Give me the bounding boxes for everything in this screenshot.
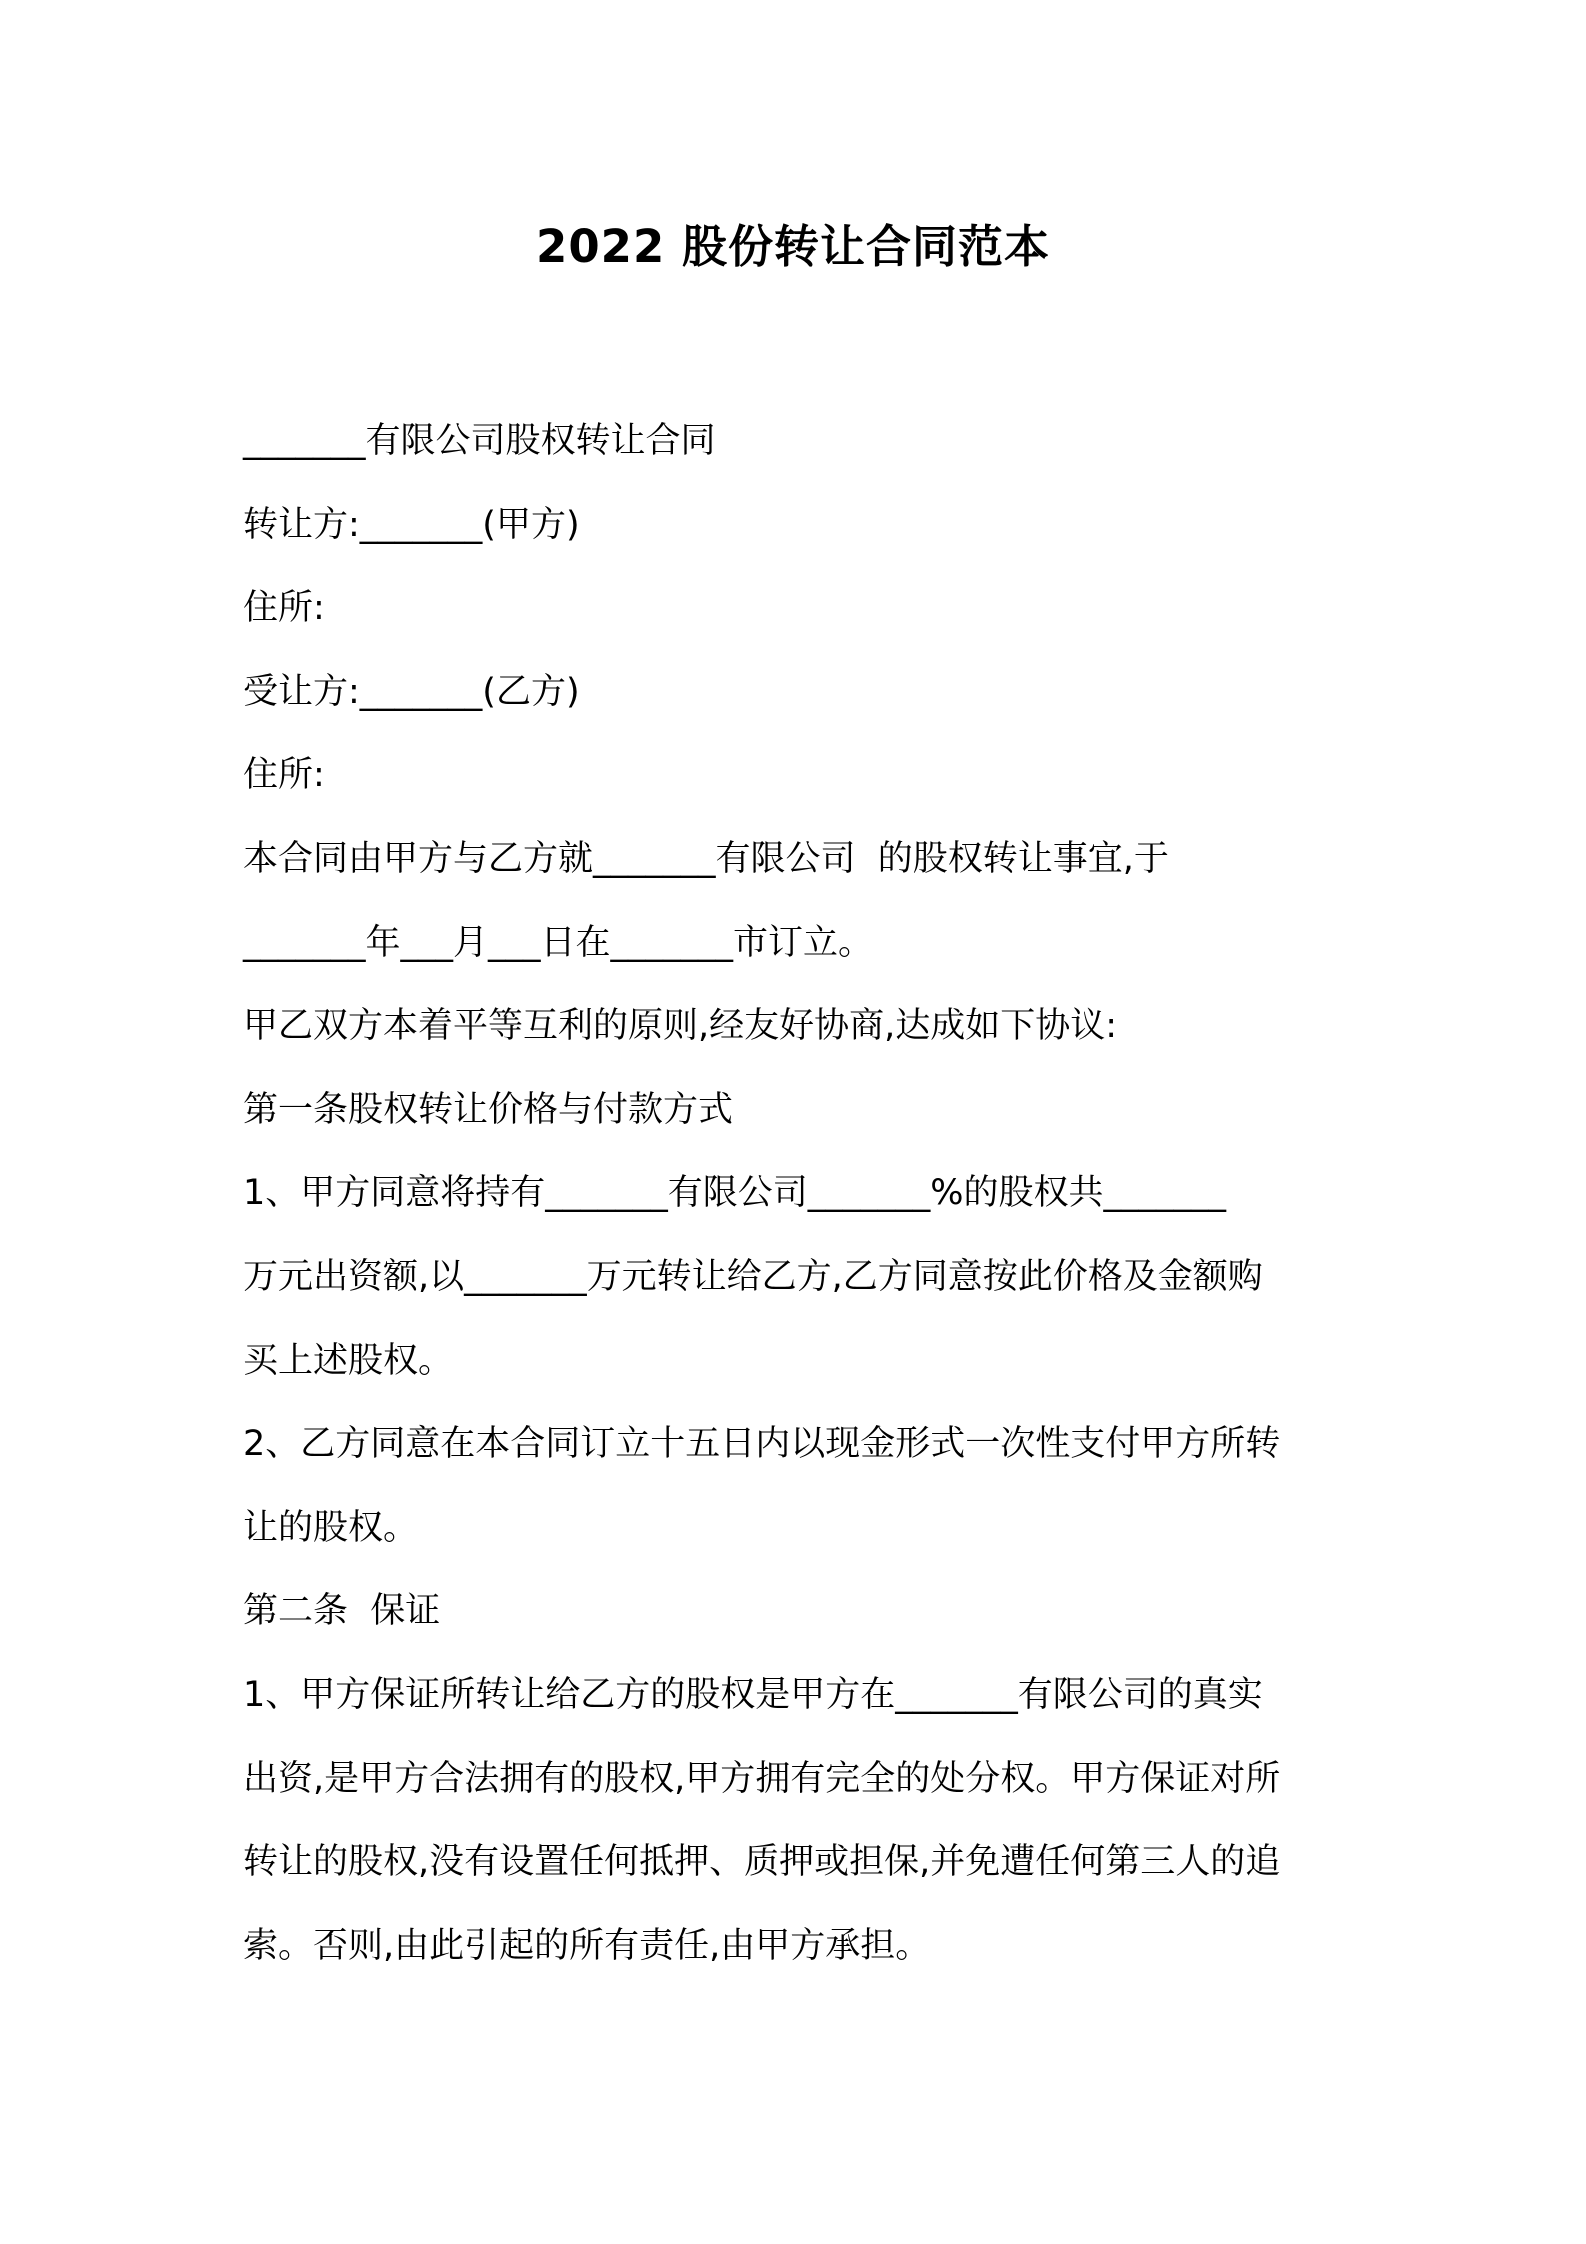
article-1-clause-1-line-3: 买上述股权。 — [243, 1340, 454, 1381]
document-body — [243, 400, 1363, 1988]
article-2-clause-1-line-1: 1、甲方保证所转让给乙方的股权是甲方在_______有限公司的真实 — [243, 1674, 1263, 1715]
contract-heading-line: _______有限公司股权转让合同 — [243, 421, 716, 461]
transferor-line: 转让方:_______(甲方) — [243, 504, 580, 545]
preamble-line-1: 本合同由甲方与乙方就_______有限公司 的股权转让事宜,于 — [243, 838, 1169, 879]
document-title: 2022 股份转让合同范本 — [536, 220, 1050, 273]
article-2-clause-1-line-3: 转让的股权,没有设置任何抵押、质押或担保,并免遭任何第三人的追 — [243, 1842, 1281, 1883]
preamble-line-2: _______年___月___日在_______市订立。 — [243, 922, 874, 963]
article-2-clause-1-line-4: 索。否则,由此引起的所有责任,由甲方承担。 — [243, 1925, 931, 1966]
transferee-address-line: 住所: — [243, 755, 325, 796]
article-1-clause-1-line-1: 1、甲方同意将持有_______有限公司_______%的股权共_______ — [243, 1173, 1227, 1214]
transferor-address-line: 住所: — [243, 588, 325, 629]
article-1-clause-1-line-2: 万元出资额,以_______万元转让给乙方,乙方同意按此价格及金额购 — [243, 1256, 1263, 1297]
article-2-heading: 第二条 保证 — [243, 1591, 441, 1632]
article-1-clause-2-line-1: 2、乙方同意在本合同订立十五日内以现金形式一次性支付甲方所转 — [243, 1424, 1281, 1465]
article-1-clause-2-line-2: 让的股权。 — [243, 1507, 419, 1548]
preamble-line-3: 甲乙双方本着平等互利的原则,经友好协商,达成如下协议: — [243, 1006, 1118, 1047]
article-2-clause-1-line-2: 出资,是甲方合法拥有的股权,甲方拥有完全的处分权。甲方保证对所 — [243, 1758, 1281, 1799]
article-1-heading: 第一条股权转让价格与付款方式 — [243, 1089, 734, 1130]
transferee-line: 受让方:_______(乙方) — [243, 671, 580, 712]
